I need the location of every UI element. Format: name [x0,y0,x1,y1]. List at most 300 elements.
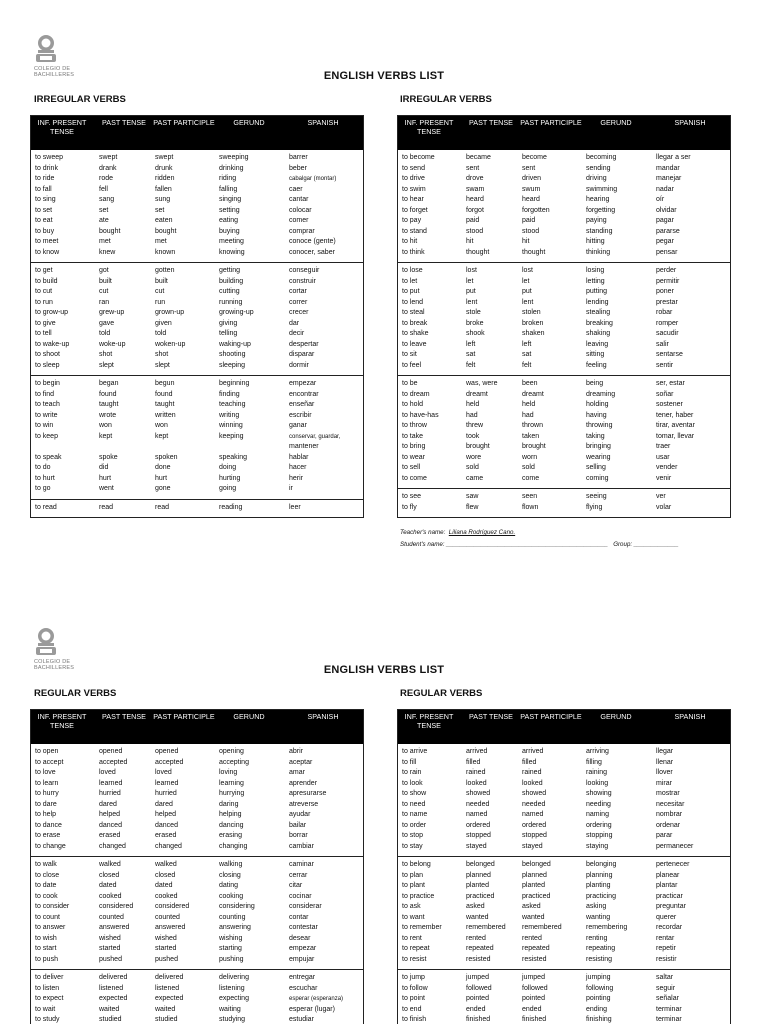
cell-spanish: sacudir [656,330,679,337]
verb-group [31,375,363,499]
cell-gerund: hitting [586,238,605,245]
cell-past-tense: finished [466,1016,491,1023]
cell-past-tense: waited [99,1005,120,1013]
cell-infinitive: to learn [35,779,59,787]
cell-spanish: leer [289,503,301,511]
cell-spanish: señalar [656,995,679,1002]
table-row [398,432,730,443]
table-row [31,340,363,351]
cell-past-tense: flew [466,503,479,511]
section-heading-right-2: REGULAR VERBS [400,688,483,699]
cell-spanish: empujar [289,955,315,963]
cell-gerund: repeating [586,945,616,952]
page-2 [0,595,768,1024]
cell-spanish: prestar [656,298,678,306]
cell-past-participle: arrived [522,748,544,755]
cell-infinitive: to close [35,871,60,879]
table-row [398,227,730,238]
cell-infinitive: to point [402,995,425,1002]
cell-past-tense: accepted [99,758,128,766]
cell-gerund: putting [586,288,608,295]
cell-spanish: pensar [656,248,678,256]
cell-infinitive: to practice [402,892,435,900]
cell-past-participle: become [522,154,547,161]
table-row [31,789,363,800]
cell-spanish: tirar, aventar [656,422,695,429]
cell-infinitive: to rain [402,769,422,776]
cell-past-participle: answered [155,924,186,931]
cell-infinitive: to repeat [402,945,430,952]
cell-infinitive: to sleep [35,361,60,369]
cell-past-participle: thought [522,248,546,256]
cell-gerund: dreaming [586,390,616,398]
cell-infinitive: to write [35,411,58,419]
table-row [31,164,363,175]
cell-past-tense: knew [99,248,116,256]
cell-past-tense: resisted [466,955,491,963]
cell-past-participle: wanted [522,913,545,921]
cell-past-participle: sat [522,351,532,358]
page-title-2: ENGLISH VERBS LIST [323,664,445,676]
cell-infinitive: to swim [402,185,426,193]
teacher-name-line [400,529,515,536]
cell-spanish: cortar [289,288,307,295]
cell-infinitive: to tell [35,330,52,337]
cell-infinitive: to change [35,842,66,850]
cell-spanish: barrer [289,154,308,161]
cell-past-tense: considered [99,903,134,910]
cell-gerund: winning [219,422,243,429]
cell-gerund: flying [586,503,603,511]
cell-gerund: doing [219,464,237,471]
cell-spanish: escribir [289,411,312,419]
cell-past-tense: opened [99,748,123,755]
cell-gerund: closing [219,871,241,879]
cell-infinitive: to expect [35,995,64,1002]
cell-spanish: mandar [656,164,680,172]
cell-past-participle: studied [155,1016,178,1023]
cell-gerund: speaking [219,453,248,461]
cell-spanish: amar [289,769,305,776]
table-row [398,934,730,945]
cell-spanish: ayudar [289,811,311,818]
cell-gerund: becoming [586,154,617,161]
cell-infinitive: to be [402,380,418,387]
verb-group [398,375,730,488]
cell-gerund: loving [219,769,238,776]
cell-infinitive: to hurry [35,790,59,797]
cell-spanish: cantar [289,196,309,203]
cell-gerund: hurting [219,474,241,482]
cell-gerund: swimming [586,185,618,193]
cell-spanish: llegar [656,748,674,755]
cell-past-participle: belonged [522,861,551,868]
cell-past-participle: stopped [522,832,547,839]
table-row [398,350,730,361]
cell-past-participle: known [155,248,176,256]
cell-infinitive: to count [35,913,60,921]
verb-group [398,969,730,1024]
cell-past-tense: wanted [466,913,489,921]
cell-spanish: vender [656,464,678,471]
table-row [398,747,730,758]
table-row [31,277,363,288]
cell-gerund: hearing [586,196,610,203]
cell-spanish: mirar [656,779,672,787]
cell-infinitive: to deliver [35,974,64,981]
table-row [31,768,363,779]
cell-infinitive: to wake-up [35,340,70,348]
cell-past-participle: delivered [155,974,184,981]
cell-spanish: desear [289,934,311,942]
cell-spanish: bailar [289,821,307,829]
verb-group [398,744,730,856]
table-row [398,400,730,411]
cell-past-participle: won [155,422,168,429]
cell-past-tense: pushed [99,955,122,963]
cell-gerund: finishing [586,1016,612,1023]
cell-spanish: practicar [656,892,683,900]
cell-infinitive: to answer [35,924,66,931]
cell-past-participle: listened [155,984,180,992]
cell-past-tense: dared [99,800,117,808]
cell-past-participle: gone [155,485,171,492]
cell-past-tense: hit [466,238,474,245]
cell-past-participle: brought [522,443,546,450]
cell-gerund: sleeping [219,361,246,369]
cell-past-participle: counted [155,913,180,921]
table-row [398,768,730,779]
table-row [31,248,363,259]
cell-infinitive: to wear [402,453,425,461]
cell-past-tense: spoke [99,453,118,461]
cell-infinitive: to sit [402,351,417,358]
cell-past-tense: asked [466,903,485,910]
table-row [398,308,730,319]
header-spanish: SPANISH [674,118,706,127]
cell-past-tense: was, were [466,380,498,387]
cell-past-participle: expected [155,995,184,1002]
cell-infinitive: to shake [402,330,429,337]
table-row [31,955,363,966]
cell-spanish: conoce (gente) [289,238,336,245]
cell-spanish: estudiar [289,1016,314,1023]
cell-infinitive: to become [402,154,435,161]
cell-spanish: manejar [656,175,682,182]
table-row [31,871,363,882]
cell-past-participle: filled [522,758,537,766]
cell-spanish: ir [289,485,293,492]
cell-past-participle: driven [522,175,542,182]
table-row [31,206,363,217]
table-row [31,411,363,422]
table-row [398,955,730,966]
cell-past-participle: shaken [522,330,545,337]
cell-gerund: pushing [219,955,244,963]
cell-infinitive: to start [35,945,57,952]
cell-spanish: herir [289,474,304,482]
table-row [31,463,363,474]
cell-infinitive: to fall [35,185,52,193]
table-row [31,923,363,934]
verb-group [31,969,363,1024]
cell-past-tense: got [99,267,109,274]
table-row [31,174,363,185]
cell-gerund: counting [219,913,246,921]
cell-gerund: falling [219,185,238,193]
cell-past-tense: stood [466,227,484,235]
table-row [31,994,363,1005]
cell-infinitive: to get [35,267,53,274]
cell-past-tense: named [466,811,488,818]
header-inf: INF. PRESENT TENSE [404,118,454,136]
cell-past-participle: accepted [155,758,184,766]
cell-past-participle: swum [522,185,541,193]
header-spanish: SPANISH [307,712,339,721]
cell-gerund: starting [219,945,242,952]
header-spanish: SPANISH [307,118,339,127]
cell-infinitive: to dance [35,821,62,829]
cell-past-tense: started [99,945,121,952]
table-row [398,453,730,464]
verb-group [31,744,363,856]
table-row [398,237,730,248]
cell-infinitive: to go [35,485,51,492]
cell-gerund: remembering [586,924,628,931]
cell-infinitive: to name [402,811,428,818]
cell-infinitive: to end [402,1005,422,1013]
cell-past-tense: wrote [99,411,117,419]
cell-past-participle: danced [155,821,178,829]
cell-past-tense: forgot [466,206,484,214]
cell-infinitive: to do [35,464,51,471]
cell-infinitive: to arrive [402,748,428,755]
cell-spanish: atreverse [289,800,319,808]
table-row [398,1005,730,1016]
table-row [31,227,363,238]
cell-gerund: listening [219,984,245,992]
cell-infinitive: to come [402,474,427,482]
table-row [398,800,730,811]
cell-gerund: stealing [586,309,611,316]
cell-infinitive: to sell [402,464,421,471]
cell-gerund: showing [586,790,612,797]
cell-spanish: encontrar [289,390,319,398]
cell-past-participle: cut [155,288,165,295]
cell-infinitive: to look [402,779,423,787]
cell-gerund: beginning [219,380,250,387]
cell-infinitive: to read [35,503,57,511]
cell-past-participle: felt [522,361,532,369]
cell-infinitive: to have-has [402,411,439,419]
cell-past-tense: belonged [466,861,495,868]
cell-gerund: jumping [586,974,611,981]
cell-past-participle: lost [522,267,533,274]
cell-spanish: dormir [289,361,309,369]
table-row [398,881,730,892]
cell-past-participle: ended [522,1005,542,1013]
logo-text-line2: BACHILLERES [34,72,75,78]
cell-past-participle: sent [522,164,536,172]
cell-past-participle: wished [155,934,177,942]
table-row [31,474,363,485]
cell-spanish: esperar (esperanza) [289,996,344,1002]
cell-infinitive: to walk [35,861,57,868]
cell-past-participle: remembered [522,924,562,931]
cell-gerund: following [586,984,614,992]
table-row [31,329,363,340]
cell-gerund: driving [586,175,607,182]
table-row [398,789,730,800]
cell-past-participle: eaten [155,217,173,224]
cell-past-tense: broke [466,319,484,327]
table-row [398,195,730,206]
cell-gerund: needing [586,800,611,808]
cell-spanish: volar [656,503,672,511]
cell-past-tense: rode [99,175,114,182]
table-row [398,216,730,227]
cell-past-tense: needed [466,800,490,808]
cell-spanish: romper [656,319,679,327]
table-row [398,758,730,769]
cell-past-participle: stolen [522,309,541,316]
cell-infinitive: to take [402,432,424,440]
cell-spanish: sentarse [656,351,683,358]
cell-infinitive: to keep [35,432,58,440]
cell-spanish: borrar [289,832,308,839]
table-row [398,503,730,514]
logo-text-line1: COLEGIO DE [34,66,71,72]
cell-gerund: keeping [219,432,244,440]
table-row [31,831,363,842]
cell-gerund: finding [219,390,240,398]
table-row [398,390,730,401]
cell-infinitive: to set [35,206,53,214]
cell-past-tense: danced [99,821,122,829]
cell-infinitive: to date [35,882,57,889]
table-row [31,821,363,832]
table-row [31,913,363,924]
cell-past-tense: listened [99,984,124,992]
cell-spanish: ganar [289,422,307,429]
section-heading-left-2: REGULAR VERBS [34,688,117,699]
cell-gerund: writing [219,411,240,419]
cell-infinitive: to hear [402,196,424,203]
cell-past-participle: considered [155,903,190,910]
table-row [398,164,730,175]
header-gerund: GERUND [233,118,265,127]
section-heading-left: IRREGULAR VERBS [34,94,126,105]
cell-spanish: recordar [656,924,683,931]
cell-past-tense: wore [466,453,482,461]
cell-spanish: rentar [656,934,675,942]
cell-past-participle: bought [155,227,177,235]
table-row [31,984,363,995]
cell-gerund: asking [586,903,607,910]
cell-spanish: oír [656,196,665,203]
cell-past-participle: let [522,277,530,285]
cell-spanish: beber [289,164,307,172]
regular-verbs-table-right [397,709,731,1024]
cell-gerund: growing-up [219,309,254,316]
cell-spanish: repetir [656,945,676,952]
cell-gerund: ending [586,1005,608,1013]
cell-gerund: feeling [586,361,607,369]
cell-past-participle: named [522,811,544,818]
cell-past-tense: dated [99,882,117,889]
cell-past-tense: stole [466,309,481,316]
cell-infinitive: to stop [402,832,424,839]
cell-infinitive: to plant [402,882,425,889]
cell-spanish: mostrar [656,790,680,797]
cell-past-tense: threw [466,422,484,429]
cell-infinitive: to accept [35,758,64,766]
table-row [398,831,730,842]
cell-gerund: changing [219,842,248,850]
table-row [31,810,363,821]
table-row [398,902,730,913]
cell-past-tense: thought [466,248,490,256]
cell-past-tense: wished [99,934,121,942]
cell-infinitive: to feel [402,361,422,369]
cell-gerund: reading [219,503,243,511]
cell-infinitive: to find [35,390,55,398]
header-past: PAST TENSE [469,118,513,127]
cell-infinitive: to show [402,790,427,797]
cell-infinitive: to order [402,821,427,829]
cell-infinitive: to sweep [35,154,64,161]
cell-spanish: hablar [289,453,309,461]
table-row [398,319,730,330]
table-row [398,185,730,196]
cell-gerund: riding [219,175,237,182]
cell-past-tense: brought [466,443,490,450]
cell-past-tense: arrived [466,748,488,755]
cell-past-tense: saw [466,493,479,500]
cell-past-participle: showed [522,790,547,797]
cell-infinitive: to fill [402,758,417,766]
cell-past-participle: held [522,401,536,408]
cell-infinitive: to stay [402,842,423,850]
cell-gerund: arriving [586,748,609,755]
cell-infinitive: to eat [35,217,53,224]
cell-spanish: permanecer [656,842,694,850]
cell-gerund: holding [586,401,609,408]
cell-gerund: planning [586,871,613,879]
cell-past-tense: learned [99,779,123,787]
section-heading-right: IRREGULAR VERBS [400,94,492,105]
cell-gerund: wishing [219,934,243,942]
cell-past-tense: delivered [99,974,128,981]
cell-spanish: empezar [289,945,317,952]
cell-infinitive: to plan [402,871,424,879]
cell-past-tense: held [466,401,480,408]
cell-gerund: renting [586,934,608,942]
cell-past-tense: rented [466,934,486,942]
cell-infinitive: to teach [35,401,60,408]
cell-past-participle: practiced [522,892,551,900]
cell-past-tense: felt [466,361,476,369]
cell-gerund: planting [586,882,611,889]
cell-gerund: losing [586,267,605,274]
cell-spanish: resistir [656,955,677,963]
table-row [398,860,730,871]
verb-group [31,856,363,969]
cell-past-tense: sent [466,164,480,172]
cell-past-tense: rained [466,769,486,776]
cell-gerund: looking [586,779,609,787]
cell-infinitive: to love [35,769,56,776]
